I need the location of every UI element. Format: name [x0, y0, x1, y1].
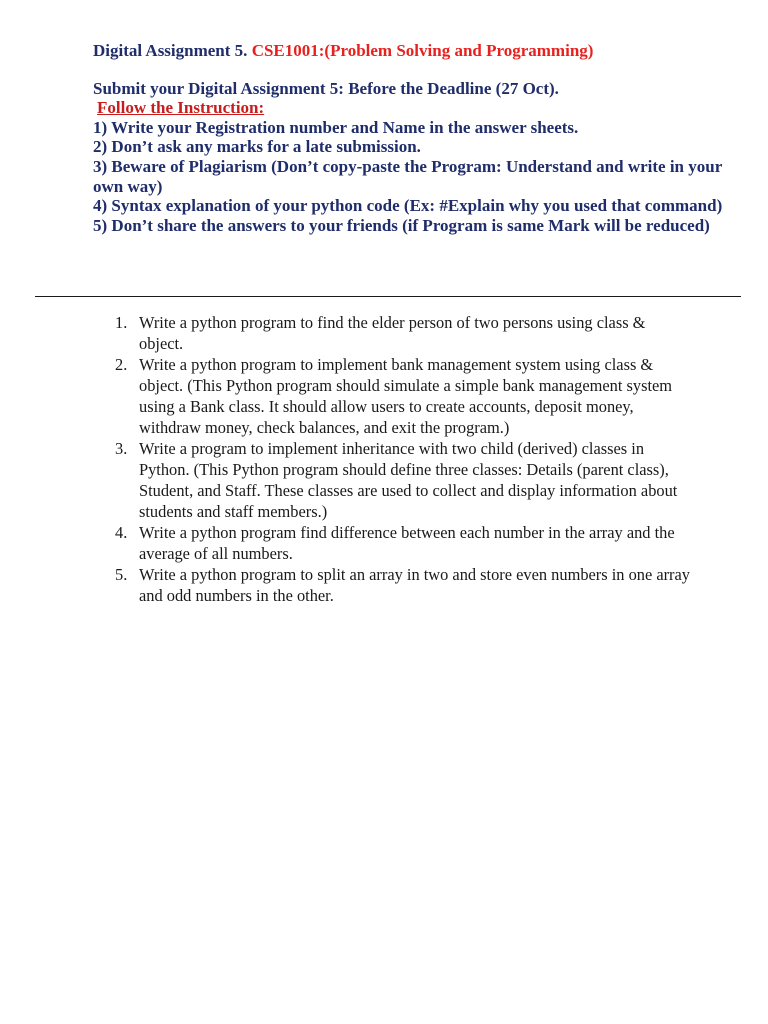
follow-instruction-heading: Follow the Instruction: — [97, 98, 265, 118]
question-number: 2. — [115, 355, 128, 374]
question-item — [110, 438, 690, 522]
question-text: Write a python program to find the elder person of two persons using class & object. — [139, 313, 646, 353]
instruction-item: 3) Beware of Plagiarism (Don’t copy-paste the Program: Understand and write in your own way) — [93, 156, 722, 196]
assignment-header — [93, 41, 743, 235]
assignment-title-label: Digital Assignment 5. — [93, 41, 252, 60]
horizontal-divider — [35, 296, 741, 297]
question-item — [110, 354, 690, 438]
question-text: Write a python program find difference between each number in the array and the average of all numbers. — [139, 523, 675, 563]
question-list — [110, 312, 690, 606]
question-text: Write a python program to split an array in two and store even numbers in one array and odd numbers in the other. — [139, 565, 690, 605]
course-title: CSE1001:(Problem Solving and Programming) — [251, 41, 594, 60]
question-number: 5. — [115, 565, 128, 584]
question-text: Write a program to implement inheritance with two child (derived) classes in Python. (This Python program should define three classes: Details (parent class), Student, and Staff. These classes are used to collect and display information about students and staff members.) — [139, 439, 678, 521]
assignment-title — [93, 41, 743, 61]
question-item — [110, 564, 690, 606]
question-number: 3. — [115, 439, 128, 458]
instruction-item: 2) Don’t ask any marks for a late submission. — [93, 137, 421, 157]
question-item — [110, 312, 690, 354]
instruction-item: 4) Syntax explanation of your python code (Ex: #Explain why you used that command) — [93, 196, 723, 216]
question-number: 1. — [115, 313, 128, 332]
instruction-item: 5) Don’t share the answers to your friends (if Program is same Mark will be reduced) — [93, 215, 710, 235]
instruction-item: 1) Write your Registration number and Name in the answer sheets. — [93, 117, 579, 137]
question-item — [110, 522, 690, 564]
question-text: Write a python program to implement bank management system using class & object. (This Python program should simulate a simple bank management system using a Bank class. It should allow users to create accounts, deposit money, withdraw money, check balances, and exit the program.) — [139, 355, 673, 437]
question-number: 4. — [115, 523, 128, 542]
submit-deadline: Submit your Digital Assignment 5: Before the Deadline (27 Oct). — [93, 78, 559, 98]
